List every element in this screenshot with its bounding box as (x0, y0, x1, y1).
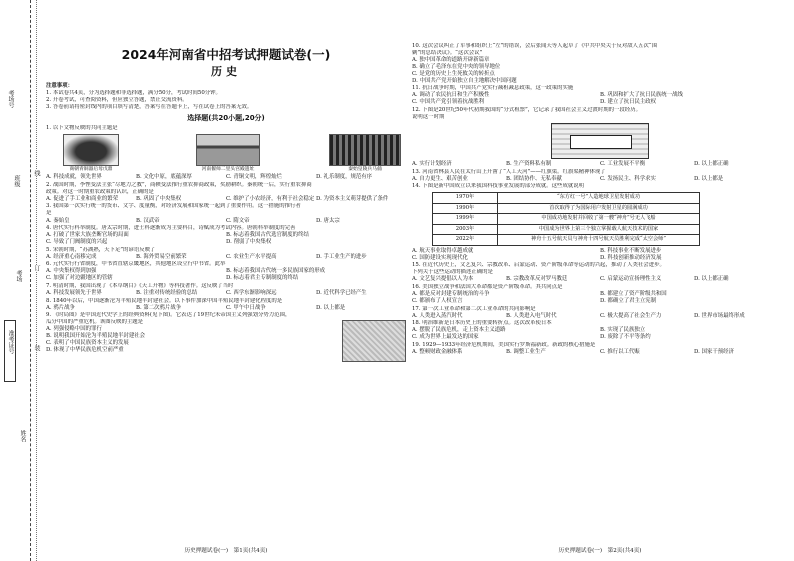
table-cell-event: 中国成为世界上第三个独立掌握载人航天技术的国家 (498, 224, 700, 235)
option[interactable]: D. 唐太宗 (316, 217, 340, 224)
option[interactable]: C. 工业发展不平衡 (600, 161, 646, 168)
option[interactable]: D. 科技创新推动经济发展 (600, 254, 662, 261)
question-stem: 14. 下图是新中国成立以来我国科技事业发展的部分成就。这些成就说明 (412, 183, 585, 190)
terracotta-army-image (329, 134, 401, 166)
option[interactable]: A. 实行计划经济 (412, 161, 452, 168)
option[interactable]: A. 整顿财政金融体系 (412, 348, 463, 355)
options (412, 176, 788, 183)
question-stem: 1. 以下文物反映的共同主题是 (46, 125, 118, 132)
option[interactable]: A. 调动了农民抗日和生产积极性 (412, 92, 490, 99)
binding-label: 考场号 (7, 90, 14, 108)
option[interactable]: A. 科技成就，领先世界 (46, 174, 102, 181)
artifact-caption: 秦始皇陵兵马俑 (348, 167, 382, 173)
table-cell-event: 首次取得了为国际用户发射卫星的圆满成功 (498, 203, 700, 214)
exam-number-box (4, 320, 16, 382)
question-18 (412, 320, 788, 341)
option[interactable]: C. 是党的历史上生死攸关的转折点 (412, 70, 495, 77)
option[interactable]: D. 为资本主义萌芽提供了条件 (316, 195, 389, 202)
question-3 (46, 203, 406, 224)
option[interactable]: A. 都是反对封建专制统治的斗争 (412, 290, 490, 297)
binding-label: 考场 (15, 270, 22, 282)
artifact-caption: 河南偃师二里头宫殿遗址 (201, 167, 255, 173)
option[interactable]: A. 经济重心南移完成 (46, 253, 97, 260)
seal-mark: 线 (33, 170, 40, 176)
option[interactable]: C. 国防建设实现现代化 (412, 254, 468, 261)
option[interactable]: A. 秦始皇 (46, 217, 70, 224)
ticket-label-box (570, 135, 632, 149)
table-cell-year: 2003年 (433, 224, 498, 235)
options (46, 232, 406, 246)
artifact-figure (187, 134, 269, 173)
options (46, 254, 406, 261)
question-stem: 4. 唐代实行科举制度。唐太宗时期，进士科逐渐成为主要科目，诗赋成为考试内容。唐朝科举制度的完善 (46, 225, 296, 232)
artifact-images (50, 134, 406, 173)
option[interactable]: B. 都建立了资产阶级共和国 (600, 290, 667, 297)
option[interactable]: B. 文化中原，底蕴深厚 (136, 174, 192, 181)
left-page (46, 0, 406, 561)
achievement-table (432, 192, 700, 246)
option[interactable]: D. 礼乐制度，规范有序 (316, 174, 373, 181)
question-17 (412, 306, 788, 320)
question-stem: 7. 明清时期，我国出现了《本草纲目》《天工开物》等科技著作。这反映了当时 (46, 282, 234, 289)
question-6 (46, 261, 406, 282)
seal-line (30, 0, 31, 561)
option[interactable]: A. 打破了世家大族垄断官场的局面 (46, 232, 129, 239)
subject-title: 历史 (211, 65, 241, 78)
question-stem: 瓜分中国的严重危机。该图反映的主题是 (46, 319, 144, 326)
option[interactable]: D. 废除了不平等条约 (600, 334, 651, 341)
option[interactable]: C. 加强了对边疆地区的管辖 (46, 275, 113, 282)
option[interactable]: B. 说明我国开始沦为半殖民地半封建社会 (46, 333, 146, 340)
artifact-figure (50, 134, 132, 173)
option[interactable]: C. 农业生产水平提高 (226, 253, 277, 260)
option[interactable]: C. 表明了中国民族资本主义的发展 (46, 340, 129, 347)
seal-line-inner (36, 0, 37, 561)
question-2 (46, 182, 406, 203)
option[interactable]: D. 建立了抗日民主政权 (600, 99, 657, 106)
option[interactable]: A. 文艺复兴提倡以人为本 (412, 276, 474, 283)
binding-margin (0, 0, 44, 561)
options (412, 276, 788, 283)
options (412, 327, 788, 341)
question-13 (412, 169, 788, 183)
option[interactable]: A. 自力更生、艰苦创业 (412, 175, 468, 182)
question-16 (412, 284, 788, 305)
artifact-figure (324, 134, 406, 173)
options (412, 92, 788, 106)
right-page (412, 0, 788, 561)
option[interactable]: B. 宗教改革反对罗马教廷 (506, 276, 568, 283)
section-heading: 选择题(共20小题,20分) (187, 114, 265, 123)
table-cell-year: 2022年 (433, 235, 498, 246)
option[interactable]: D. 体现了中华民族危机空前严重 (46, 347, 124, 354)
option[interactable]: D. 手工业生产的进步 (316, 253, 367, 260)
question-8 (46, 298, 406, 312)
option[interactable]: B. 第二次鸦片战争 (136, 304, 182, 311)
option[interactable]: A. 鸦片战争 (46, 304, 75, 311)
option[interactable]: C. 中国共产党引领着抗战胜利 (412, 99, 485, 106)
question-stem: 2. 战国时期，李悝变法主张“尽地力之教”，商鞅变法推行重农抑商政策，奖励耕织。秦朝统一后，实行重农抑商 (46, 181, 312, 188)
options (412, 248, 788, 262)
table-cell-year: 1970年 (433, 193, 498, 204)
question-stem: 18. 明治维新是日本历史上的重要转折点。这次改革使日本 (412, 320, 552, 327)
option[interactable]: D. 世界市场最终形成 (694, 312, 745, 319)
binding-label: 姓名 (19, 430, 26, 442)
option[interactable]: B. 巩固了中央集权 (136, 195, 182, 202)
exam-title: 2024年河南省中招考试押题试卷(一) (121, 47, 331, 62)
option[interactable]: B. 实现了民族独立 (600, 327, 646, 334)
option[interactable]: D. 国家干预经济 (694, 348, 734, 355)
seal-mark: 订 (33, 265, 40, 271)
table-row (433, 224, 700, 235)
options (46, 268, 406, 282)
question-stem: 5. 宋朝时期，“苏湖熟，天下足”的谚语反映了 (46, 246, 156, 253)
option[interactable]: A. 人类进入蒸汽时代 (412, 312, 463, 319)
table-cell-event: “东方红一号”人造地球卫星发射成功 (498, 193, 700, 204)
options (46, 174, 406, 181)
question-stem: 15. 在近代历史上，文艺复兴、宗教改革、启蒙运动、资产阶级革命等运动的兴起，推动了人类社会进步。 (412, 262, 665, 269)
question-14 (412, 183, 788, 262)
question-stem: 下列关于这些运动的描述正确的是 (412, 269, 493, 276)
options (412, 161, 788, 168)
option[interactable]: C. 维护了小农经济，有利于社会稳定 (226, 195, 315, 202)
table-cell-year: 1990年 (433, 203, 498, 214)
question-4 (46, 225, 406, 246)
option[interactable]: B. 科技事业不断发展进步 (600, 247, 662, 254)
question-11 (412, 85, 788, 106)
option[interactable]: C. 极大提高了社会生产力 (600, 312, 662, 319)
question-19 (412, 342, 788, 356)
notice-item: 3. 答卷前请将密封线内的项目填写清楚，答案写在答题卡上，写在试卷上的答案无效。 (46, 104, 253, 111)
binding-label: 班级 (13, 175, 20, 187)
option[interactable]: A. 列强侵略中国的罪行 (46, 326, 102, 333)
option[interactable]: B. 团结协作、无私奉献 (506, 175, 562, 182)
options (46, 326, 338, 354)
table-row (433, 193, 700, 204)
question-stem: 17. 第一次工业革命和第二次工业革命的共同影响是 (412, 305, 536, 312)
options (412, 313, 788, 320)
option[interactable]: B. 汉武帝 (136, 217, 160, 224)
option[interactable]: A. 中央集权得到加强 (46, 268, 97, 275)
options (412, 57, 788, 85)
question-1 (46, 125, 406, 181)
table-row (433, 214, 700, 225)
question-stem: 是 (46, 210, 52, 217)
options (46, 196, 406, 203)
option[interactable]: D. 以上都是 (316, 304, 346, 311)
option[interactable]: A. 摆脱了民族危机，走上资本主义道路 (412, 327, 506, 334)
palace-site-image (196, 134, 260, 166)
option[interactable]: B. 海外贸易空前繁荣 (136, 253, 187, 260)
option[interactable]: D. 以上都是 (694, 175, 724, 182)
options (46, 305, 406, 312)
option[interactable]: D. 近代科学已经产生 (316, 289, 367, 296)
option[interactable]: D. 以上都正确 (694, 161, 729, 168)
option[interactable]: C. 青铜文明，辉煌灿烂 (226, 174, 282, 181)
table-cell-event: 神舟十五号航天员与神舟十四号航天员胜利完成“太空会师” (498, 235, 700, 246)
option[interactable]: B. 人类进入电气时代 (506, 312, 557, 319)
option[interactable]: C. 发扬民主、科学求实 (600, 175, 656, 182)
option[interactable]: C. 成为世界上最发达的国家 (412, 334, 479, 341)
question-7 (46, 283, 406, 297)
page-footer: 历史押题试卷(一) 第2页(共4页) (558, 547, 642, 554)
options (412, 349, 788, 356)
seal-mark: 装 (33, 345, 40, 351)
artifact-caption: 商朝青铜器后母戊鼎 (69, 167, 113, 173)
option[interactable]: B. 生产资料私有制 (506, 161, 552, 168)
option[interactable]: C. 隋文帝 (226, 217, 250, 224)
table-cell-year: 1999年 (433, 214, 498, 225)
option[interactable]: B. 注重对传统经验的总结 (136, 289, 198, 296)
option[interactable]: C. 导致了门阀制度的兴起 (46, 239, 108, 246)
question-stem: 说明这一时期 (412, 113, 445, 120)
table-cell-event: 中国成功地发射并回收了第一艘“神舟”号无人飞船 (498, 214, 700, 225)
options (46, 218, 406, 225)
options (46, 290, 406, 297)
option[interactable]: D. 标志着君主专制制度的终结 (226, 275, 299, 282)
question-12 (412, 107, 788, 168)
table-row (433, 203, 700, 214)
option[interactable]: C. 西学东渐影响深远 (226, 289, 277, 296)
question-stem: 16. 美国独立战争和法国大革命都是资产阶级革命。其共同点是 (412, 283, 563, 290)
question-5 (46, 247, 406, 261)
option[interactable]: D. 中国共产党开始独立自主地解决中国问题 (412, 77, 517, 84)
question-stem: 13. 河南省林县人民在太行山上开凿了“人工天河”——红旗渠。红旗渠精神体现了 (412, 168, 606, 175)
question-stem: 6. 元代实行行省制度，中书省直辖京畿地区，其他地区设立行中书省。此举 (46, 261, 226, 268)
option[interactable]: A. 促进了手工业和商业的繁荣 (46, 195, 119, 202)
option[interactable]: A. 科技发展领先于世界 (46, 289, 102, 296)
table-row (433, 235, 700, 246)
question-stem: 11. 抗日战争时期，中国共产党实行减租减息政策，这一政策的实施 (412, 85, 574, 92)
question-stem: 10. 这次会议纠正了军事和组织上“左”的错误，会后张闻天等人起草了《中共中央关于反对敌人五次“围 (412, 42, 657, 49)
option[interactable]: D. 以上都正确 (694, 276, 729, 283)
question-stem: 19. 1929—1933年经济危机期间，美国实行罗斯福新政。新政的核心措施是 (412, 341, 596, 348)
option[interactable]: B. 标志着我国古代统一多民族国家的形成 (226, 268, 326, 275)
binding-label: 准考证号 (7, 330, 14, 354)
notice-item: 1. 本试卷共4页，分为选择题和非选择题，满分50分，考试时间50分钟。 (46, 90, 221, 97)
option[interactable]: A. 独中国革命的道路开辟新篇章 (412, 56, 490, 63)
option[interactable]: B. 标志着我国古代选官制度的终结 (226, 232, 309, 239)
option[interactable]: B. 调整工业生产 (506, 348, 546, 355)
option[interactable]: C. 甲午中日战争 (226, 304, 266, 311)
notice-item: 2. 开卷考试，可查阅资料，但应独立答题，禁止交流资料。 (46, 97, 188, 104)
question-stem: 3. 我国第一次实行统一的货币、文字、度量衡，对经济发展和国家统一起到了重要作用。这一措施的推行者 (46, 203, 301, 210)
option[interactable]: C. 推行以工代赈 (600, 348, 640, 355)
question-10 (412, 43, 788, 85)
ration-ticket-image (551, 123, 649, 159)
question-stem: 12. 下图是20世纪50年代初期我国的“分式租票”，它记录了我国社会主义过渡时期的一段经历。 (412, 106, 641, 113)
notice-heading: 注意事项： (46, 83, 73, 89)
option[interactable]: C. 都颁布了人权宣言 (412, 298, 463, 305)
option[interactable]: B. 巩固和扩大了抗日民族统一战线 (600, 92, 683, 99)
page-footer: 历史押题试卷(一) 第1页(共4页) (184, 547, 268, 554)
option[interactable]: C. 启蒙运动宣扬理性主义 (600, 276, 662, 283)
question-stem: 剿”的总结决议》。“这次会议” (412, 49, 483, 56)
option[interactable]: A. 航天事业取得卓越成就 (412, 247, 474, 254)
bronze-ding-image (63, 134, 119, 166)
shiju-map-image (342, 320, 406, 362)
question-stem: 9. 《时局图》是中国近代史学上的经典资料(见下图)。它表达了19世纪末帝国主义列强划分势力范围， (46, 312, 291, 319)
question-stem: 政策。对这一时期重农政策的认识，正确的是 (46, 188, 154, 195)
option[interactable]: D. 都确立了君主立宪制 (600, 298, 657, 305)
options (412, 291, 788, 305)
option[interactable]: D. 削弱了中央集权 (226, 239, 272, 246)
option[interactable]: B. 确立了毛泽东在党中央的领导地位 (412, 63, 501, 70)
question-15 (412, 262, 788, 283)
question-9 (46, 312, 406, 354)
question-stem: 8. 1840年以后，中国逐渐沦为半殖民地半封建社会。以下事件加深中国半殖民地半封建化程度的是 (46, 297, 283, 304)
